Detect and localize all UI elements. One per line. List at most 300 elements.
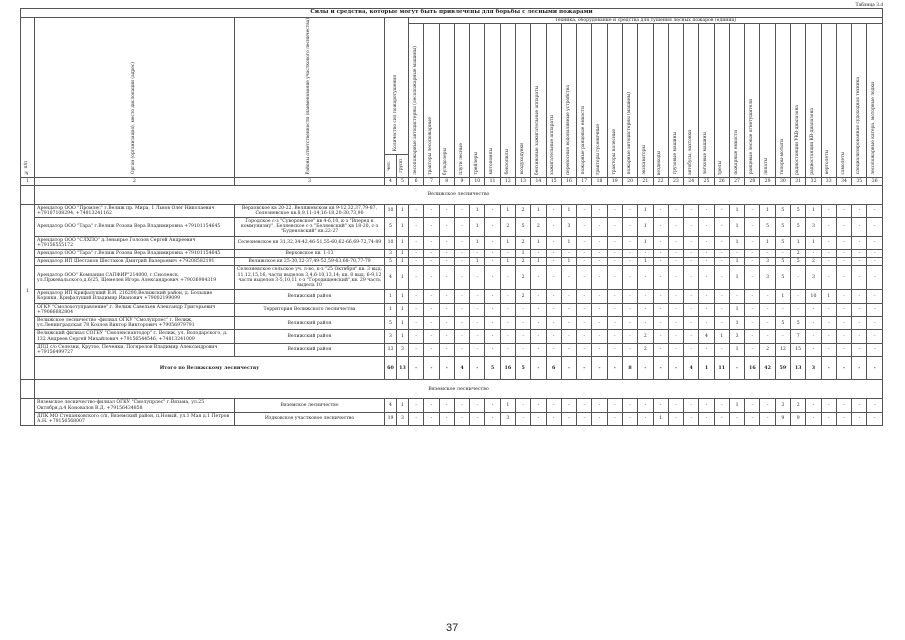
value-cell: - xyxy=(607,236,622,249)
value-cell: 2 xyxy=(515,290,530,303)
value-cell: - xyxy=(760,317,775,330)
area-cell: Велижский район xyxy=(235,330,385,343)
table-row xyxy=(21,317,883,330)
value-cell: - xyxy=(821,412,836,425)
header-equipment-34 xyxy=(836,24,851,177)
column-number: 5 xyxy=(397,177,409,185)
value-cell: - xyxy=(668,290,683,303)
value-cell: - xyxy=(668,343,683,356)
total-value: - xyxy=(577,357,592,380)
value-cell: 1 xyxy=(470,236,485,249)
header-equipment-label: тракторы лесопожарные xyxy=(428,116,434,175)
value-cell: 5 xyxy=(791,218,806,237)
organization-cell: ДПД с/о Селезни, Крутое, Печенки, Погнрелов Владимир Александрович +79156499727 xyxy=(35,343,235,356)
value-cell: - xyxy=(714,290,729,303)
header-equipment-8 xyxy=(439,24,454,177)
area-cell: Верховское кв 20-22, Веляжевском кв 9-12,32,37,79-87, Селезневское кв.8,9,11-14,16-18,20-30,73,90 xyxy=(235,204,385,217)
organization-cell: ОГКУ "Смолохотуправление",г. Велиж Савельев Александр Григорьевич +79066682804 xyxy=(35,303,235,316)
value-cell: - xyxy=(653,330,668,343)
value-cell: 3 xyxy=(775,399,790,412)
value-cell: - xyxy=(515,303,530,316)
value-cell: 3 xyxy=(500,412,515,425)
value-cell: - xyxy=(684,204,699,217)
header-equipment-label: пожарные емкости xyxy=(733,129,739,175)
value-cell: - xyxy=(668,317,683,330)
value-cell: - xyxy=(852,330,867,343)
total-value: - xyxy=(668,357,683,380)
value-cell: - xyxy=(424,412,439,425)
total-value: 5 xyxy=(485,357,500,380)
total-value: 16 xyxy=(745,357,760,380)
value-cell: - xyxy=(515,343,530,356)
header-staff-sub xyxy=(397,154,409,177)
table-row xyxy=(21,250,883,258)
value-cell: 1 xyxy=(729,258,744,266)
value-cell: - xyxy=(439,250,454,258)
header-equipment-35 xyxy=(852,24,867,177)
header-equipment-7 xyxy=(424,24,439,177)
value-cell: - xyxy=(561,330,576,343)
value-cell: - xyxy=(607,399,622,412)
value-cell: - xyxy=(852,218,867,237)
organization-cell: Арендатор ИП Крифалуший В.И. 216290,Велижский район, д. Большие Коршки, Крифалуший Владимир Иванович +79002199099 xyxy=(35,290,235,303)
column-number: 24 xyxy=(684,177,699,185)
value-cell: - xyxy=(546,218,561,237)
value-cell: 1 xyxy=(806,204,821,217)
value-cell: - xyxy=(515,412,530,425)
value-cell: 2 xyxy=(500,218,515,237)
header-equipment-12 xyxy=(500,24,515,177)
value-cell: - xyxy=(745,290,760,303)
value-cell: - xyxy=(760,330,775,343)
value-cell: - xyxy=(485,258,500,266)
value-cell: - xyxy=(409,412,424,425)
value-cell: - xyxy=(592,266,607,290)
value-cell: 1 xyxy=(821,290,836,303)
value-cell: 5 xyxy=(385,258,397,266)
header-equipment-label: автобусы, вахтовки xyxy=(687,129,693,175)
column-number: 19 xyxy=(607,177,622,185)
value-cell: - xyxy=(699,290,714,303)
value-cell: 5 xyxy=(775,258,790,266)
value-cell: 2 xyxy=(515,258,530,266)
value-cell: - xyxy=(714,399,729,412)
total-value: - xyxy=(852,357,867,380)
value-cell: - xyxy=(867,399,883,412)
header-equipment-label: бульдозеры xyxy=(443,147,449,175)
total-value: - xyxy=(561,357,576,380)
area-cell: Территория Велижского лесничества xyxy=(235,303,385,316)
value-cell: - xyxy=(729,412,744,425)
value-cell: 1 xyxy=(638,236,653,249)
total-value: 4 xyxy=(454,357,469,380)
value-cell: - xyxy=(454,218,469,237)
header-equipment-label: лесопожарные катера, моторные лодки xyxy=(871,81,877,175)
value-cell: 5 xyxy=(385,218,397,237)
organization-cell: Арендатор ООО "Тара" г.Велиж Розова Вера Владимировна +79101154645 xyxy=(35,218,235,237)
header-equipment-label: плуги лесные xyxy=(458,142,464,175)
value-cell: - xyxy=(409,343,424,356)
value-cell: - xyxy=(622,330,637,343)
value-cell: 2 xyxy=(638,343,653,356)
table-row xyxy=(21,266,883,290)
header-staff xyxy=(385,18,409,155)
row-number: 1 xyxy=(21,204,35,380)
value-cell: - xyxy=(852,236,867,249)
value-cell: 2 xyxy=(515,266,530,290)
value-cell: 1 xyxy=(397,250,409,258)
value-cell: - xyxy=(836,290,851,303)
value-cell: 1 xyxy=(791,236,806,249)
column-number: 6 xyxy=(409,177,424,185)
value-cell: - xyxy=(806,303,821,316)
total-value: - xyxy=(821,357,836,380)
header-equipment-17 xyxy=(577,24,592,177)
value-cell: 2 xyxy=(791,250,806,258)
value-cell: - xyxy=(424,250,439,258)
value-cell: - xyxy=(500,317,515,330)
value-cell: - xyxy=(638,250,653,258)
table-row xyxy=(21,303,883,316)
value-cell: 1 xyxy=(531,258,546,266)
value-cell: - xyxy=(867,236,883,249)
value-cell: 2 xyxy=(515,236,530,249)
document-sheet xyxy=(20,8,882,594)
value-cell: - xyxy=(653,204,668,217)
value-cell: - xyxy=(836,250,851,258)
value-cell: 1 xyxy=(729,204,744,217)
column-number: 1 xyxy=(21,177,35,185)
value-cell: 2 xyxy=(531,218,546,237)
header-equipment-23 xyxy=(668,24,683,177)
value-cell: 10 xyxy=(385,204,397,217)
header-org-label: Орган (организация), место дислокации (адрес) xyxy=(131,62,137,175)
value-cell: - xyxy=(454,204,469,217)
value-cell: - xyxy=(699,204,714,217)
value-cell: - xyxy=(500,330,515,343)
value-cell: 1 xyxy=(500,258,515,266)
value-cell: - xyxy=(470,317,485,330)
value-cell: - xyxy=(668,303,683,316)
value-cell: - xyxy=(439,236,454,249)
value-cell: - xyxy=(684,303,699,316)
value-cell: 5 xyxy=(385,317,397,330)
value-cell: - xyxy=(867,412,883,425)
value-cell: - xyxy=(592,250,607,258)
value-cell: - xyxy=(622,218,637,237)
value-cell: 5 xyxy=(791,317,806,330)
value-cell: 1 xyxy=(775,290,790,303)
value-cell: - xyxy=(714,218,729,237)
value-cell: - xyxy=(409,399,424,412)
value-cell: - xyxy=(638,399,653,412)
value-cell: - xyxy=(867,218,883,237)
value-cell: 1 xyxy=(729,317,744,330)
area-cell: Селезневское кв 31,32,34-42,46-51,55-60,62-66,69-72,74-89 xyxy=(235,236,385,249)
value-cell: - xyxy=(470,399,485,412)
value-cell: - xyxy=(546,250,561,258)
total-value: 59 xyxy=(775,357,790,380)
value-cell: 5 xyxy=(775,218,790,237)
header-equipment-24 xyxy=(684,24,699,177)
value-cell: 1 xyxy=(561,204,576,217)
table-number: Таблица 3.4 xyxy=(855,2,883,8)
value-cell: - xyxy=(592,258,607,266)
column-number: 10 xyxy=(470,177,485,185)
value-cell: - xyxy=(485,330,500,343)
header-equipment-label: пожарные автоцистерны (машины) xyxy=(626,92,632,175)
value-cell: - xyxy=(668,258,683,266)
value-cell: - xyxy=(821,399,836,412)
value-cell: - xyxy=(821,330,836,343)
header-equipment-14 xyxy=(531,24,546,177)
value-cell: 10 xyxy=(385,236,397,249)
total-value: - xyxy=(653,357,668,380)
value-cell: - xyxy=(515,330,530,343)
value-cell: - xyxy=(561,399,576,412)
header-equipment-20 xyxy=(622,24,637,177)
value-cell: - xyxy=(745,236,760,249)
value-cell: - xyxy=(668,236,683,249)
total-value: - xyxy=(424,357,439,380)
header-equipment-label: переносные водоналивные устройства xyxy=(565,84,571,175)
column-number: 15 xyxy=(546,177,561,185)
column-number: 14 xyxy=(531,177,546,185)
value-cell: - xyxy=(470,290,485,303)
value-cell: - xyxy=(424,343,439,356)
value-cell: 1 xyxy=(397,303,409,316)
value-cell: - xyxy=(424,258,439,266)
value-cell: - xyxy=(622,343,637,356)
value-cell: - xyxy=(622,317,637,330)
value-cell: 5 xyxy=(515,218,530,237)
value-cell: - xyxy=(745,204,760,217)
value-cell: - xyxy=(561,266,576,290)
value-cell: - xyxy=(500,250,515,258)
total-value: 42 xyxy=(760,357,775,380)
value-cell: - xyxy=(836,266,851,290)
value-cell: - xyxy=(745,250,760,258)
header-equipment-6 xyxy=(409,24,424,177)
column-number: 2 xyxy=(35,177,235,185)
header-equipment-label: легковые машины xyxy=(703,132,709,175)
header-equipment-15 xyxy=(546,24,561,177)
total-row xyxy=(21,357,883,380)
value-cell: - xyxy=(821,258,836,266)
value-cell: 5 xyxy=(775,317,790,330)
header-equipment-label: топоры-мотыги xyxy=(779,138,785,175)
value-cell: 1 xyxy=(470,218,485,237)
area-cell: Селезневское сельское уч. л-во, к-з "25 Октября" кв. 3 выд. 11,12,15,16, части выделов 3,4,6-10,13,14; кв. 8 выд. 6-9,12 части выделов 3-5,10,11 с-з "Городищенский",кв. 29 часть выдела 10 xyxy=(235,266,385,290)
value-cell: - xyxy=(745,303,760,316)
column-number: 34 xyxy=(836,177,851,185)
value-cell: 3 xyxy=(806,218,821,237)
value-cell: - xyxy=(653,266,668,290)
table-row xyxy=(21,258,883,266)
header-equipment-group: Техника, оборудование и средства для тушения лесных пожаров (единиц) xyxy=(409,18,883,24)
header-staff-sub-label: чел. xyxy=(387,160,393,171)
value-cell: - xyxy=(531,290,546,303)
value-cell: - xyxy=(745,343,760,356)
value-cell: 1 xyxy=(500,399,515,412)
value-cell: - xyxy=(745,218,760,237)
header-equipment-label: воздуходувки xyxy=(519,143,525,175)
value-cell: - xyxy=(729,290,744,303)
value-cell: - xyxy=(668,250,683,258)
header-equipment-28 xyxy=(745,24,760,177)
column-number: 8 xyxy=(439,177,454,185)
value-cell: - xyxy=(424,303,439,316)
value-cell: - xyxy=(439,399,454,412)
value-cell: - xyxy=(622,250,637,258)
value-cell: - xyxy=(409,218,424,237)
header-equipment-30 xyxy=(775,24,790,177)
table-title: Силы и средства, которые могут быть привлечены для борьбы с лесными пожарами xyxy=(21,9,883,18)
value-cell: - xyxy=(424,290,439,303)
value-cell: - xyxy=(699,399,714,412)
value-cell: - xyxy=(470,266,485,290)
header-equipment-9 xyxy=(454,24,469,177)
value-cell: - xyxy=(638,303,653,316)
value-cell: - xyxy=(424,330,439,343)
header-no-label: № п/п xyxy=(24,160,30,175)
value-cell: - xyxy=(760,303,775,316)
value-cell: - xyxy=(699,218,714,237)
header-equipment-22 xyxy=(653,24,668,177)
value-cell: 5 xyxy=(775,204,790,217)
header-equipment-label: специализированная судоходная техника xyxy=(856,77,861,175)
value-cell: - xyxy=(577,266,592,290)
value-cell: - xyxy=(607,303,622,316)
organization-cell: Велижское лесничество -филиал ОГКУ "Смолупрлес" г. Велиж, ул.Ленинградская 78 Козлов Виктор Викторович +79056979791 xyxy=(35,317,235,330)
header-equipment-label: лопаты xyxy=(764,157,770,175)
header-equipment-27 xyxy=(729,24,744,177)
value-cell: - xyxy=(546,317,561,330)
column-number: 11 xyxy=(485,177,500,185)
value-cell: - xyxy=(409,330,424,343)
value-cell: - xyxy=(852,250,867,258)
value-cell: - xyxy=(454,266,469,290)
header-equipment-label: тракторы колесные xyxy=(611,128,617,175)
value-cell: - xyxy=(836,399,851,412)
header-equipment-label: трелы xyxy=(718,160,724,175)
value-cell: - xyxy=(791,290,806,303)
value-cell: - xyxy=(439,258,454,266)
value-cell: 1 xyxy=(638,218,653,237)
value-cell: - xyxy=(852,204,867,217)
value-cell: - xyxy=(454,250,469,258)
column-number: 17 xyxy=(577,177,592,185)
value-cell: - xyxy=(561,412,576,425)
header-equipment-label: ранцевые лесные огнетушители xyxy=(749,99,755,175)
value-cell: - xyxy=(699,303,714,316)
value-cell: - xyxy=(684,250,699,258)
organization-cell: Арендатор ООО "Промлес" г.Велиж пр. Мира, 1 Львов Олег Николаевич +79107108294, +74813241162 xyxy=(35,204,235,217)
value-cell: - xyxy=(424,204,439,217)
total-value: - xyxy=(867,357,883,380)
header-equipment-32 xyxy=(806,24,821,177)
value-cell: 3 xyxy=(397,343,409,356)
header-equipment-21 xyxy=(638,24,653,177)
value-cell: - xyxy=(836,303,851,316)
column-number: 31 xyxy=(791,177,806,185)
table-row xyxy=(21,412,883,425)
header-equipment-label: бензопилы xyxy=(504,149,510,175)
value-cell: - xyxy=(485,317,500,330)
value-cell: - xyxy=(577,258,592,266)
organization-cell: Велижский филиал СОГБУ "Смоленскавтодор" г. Велиж, ул. Володарского, д. 132 Андреев Сергей Михайлович +79156544546, +74813241009 xyxy=(35,330,235,343)
value-cell: 3 xyxy=(760,258,775,266)
section-header: Велижское лесничество xyxy=(35,185,883,204)
value-cell: - xyxy=(592,330,607,343)
value-cell: - xyxy=(852,399,867,412)
value-cell: - xyxy=(546,399,561,412)
value-cell: - xyxy=(714,317,729,330)
value-cell: - xyxy=(668,266,683,290)
total-value: - xyxy=(531,357,546,380)
organization-cell: ДПК МО Степанковского с/п, Вяземский район, п.Новый, ул.1 Мая д.1 Петров А.Н. +79156568007 xyxy=(35,412,235,425)
value-cell: - xyxy=(806,412,821,425)
value-cell: - xyxy=(454,317,469,330)
value-cell: - xyxy=(852,290,867,303)
value-cell: - xyxy=(760,412,775,425)
value-cell: - xyxy=(592,399,607,412)
value-cell: 1 xyxy=(561,258,576,266)
value-cell: - xyxy=(821,218,836,237)
value-cell: - xyxy=(836,204,851,217)
value-cell: - xyxy=(531,343,546,356)
value-cell: - xyxy=(531,266,546,290)
value-cell: - xyxy=(454,303,469,316)
value-cell: - xyxy=(836,330,851,343)
value-cell: 4 xyxy=(385,399,397,412)
value-cell: - xyxy=(607,343,622,356)
value-cell: - xyxy=(806,250,821,258)
value-cell: - xyxy=(592,412,607,425)
value-cell: - xyxy=(439,303,454,316)
value-cell: 1 xyxy=(385,290,397,303)
area-cell: Велижский район xyxy=(235,317,385,330)
value-cell: 1 xyxy=(638,258,653,266)
value-cell: - xyxy=(607,218,622,237)
value-cell: - xyxy=(454,258,469,266)
header-equipment-label: экскаваторы xyxy=(642,145,648,175)
value-cell: 1 xyxy=(397,290,409,303)
value-cell: - xyxy=(622,412,637,425)
table-row xyxy=(21,330,883,343)
total-value: 13 xyxy=(397,357,409,380)
value-cell: - xyxy=(622,266,637,290)
header-equipment-36 xyxy=(867,24,883,177)
value-cell: 1 xyxy=(397,258,409,266)
value-cell: - xyxy=(607,204,622,217)
value-cell: 1 xyxy=(653,412,668,425)
value-cell: 3 xyxy=(397,412,409,425)
value-cell: 5 xyxy=(791,258,806,266)
value-cell: - xyxy=(470,412,485,425)
value-cell: 3 xyxy=(561,218,576,237)
value-cell: - xyxy=(409,266,424,290)
value-cell: - xyxy=(592,303,607,316)
value-cell: - xyxy=(699,412,714,425)
header-equipment-26 xyxy=(714,24,729,177)
value-cell: 3 xyxy=(385,330,397,343)
header-area xyxy=(235,18,385,178)
value-cell: - xyxy=(653,317,668,330)
value-cell: 1 xyxy=(397,236,409,249)
value-cell: - xyxy=(531,303,546,316)
value-cell: - xyxy=(500,303,515,316)
